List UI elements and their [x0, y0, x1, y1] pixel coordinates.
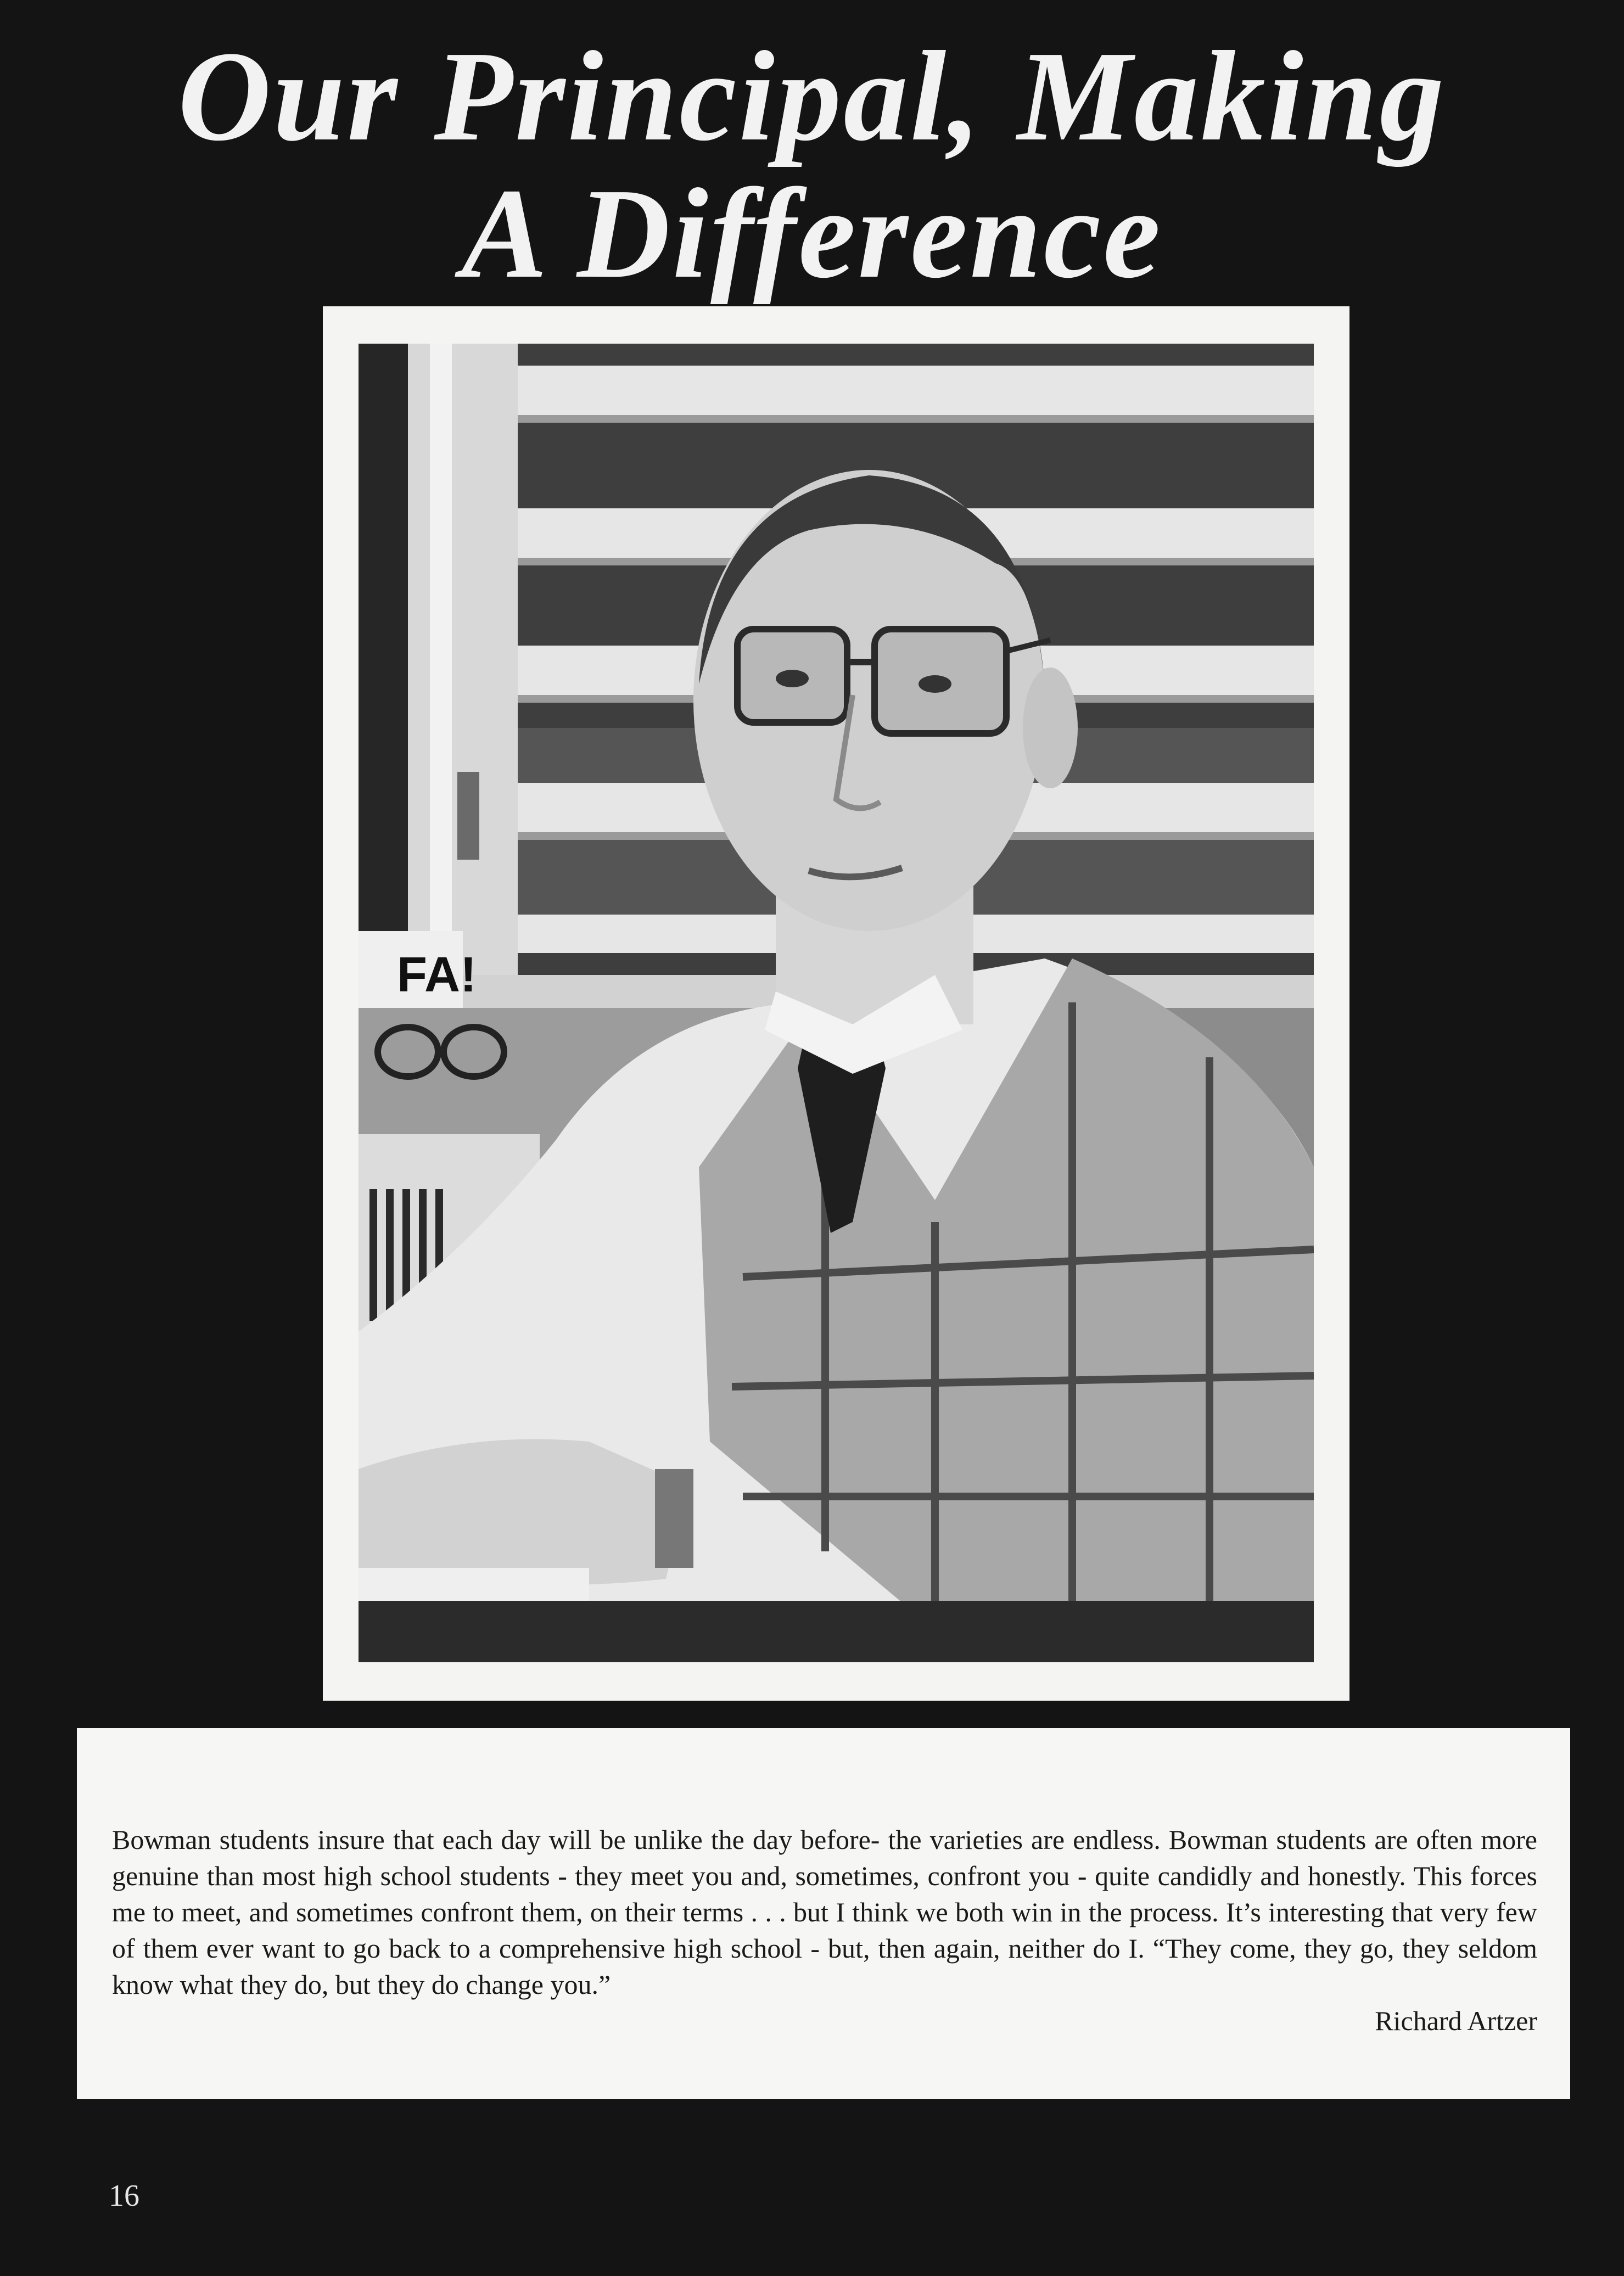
principal-photo [359, 344, 1314, 1662]
caption-quote: Bowman students insure that each day will be unlike the day before- the varieties are endless. Bowman students are often more genuine than most high school students - they meet you and, sometimes, confront you - quite candidly and honestly. This forces me to meet, and sometimes confront them, on their terms . . . but I think we both win in the process. It’s interesting that very few of them ever want to go back to a comprehensive high school - but, then again, neither do I. “They come, they go, they seldom know what they do, but they do change you.” [112, 1824, 1537, 2000]
caption-box [77, 1728, 1570, 2099]
principal-photo-illustration [359, 344, 1314, 1662]
page-title-line-1: Our Principal, Making [177, 25, 1447, 167]
page-title-line-2: A Difference [461, 162, 1163, 305]
photo-mat [323, 306, 1349, 1701]
page-number: 16 [109, 2179, 139, 2213]
caption-author: Richard Artzer [1375, 2005, 1537, 2036]
sign-text: FA! [397, 948, 477, 1002]
page-title [0, 25, 1624, 305]
